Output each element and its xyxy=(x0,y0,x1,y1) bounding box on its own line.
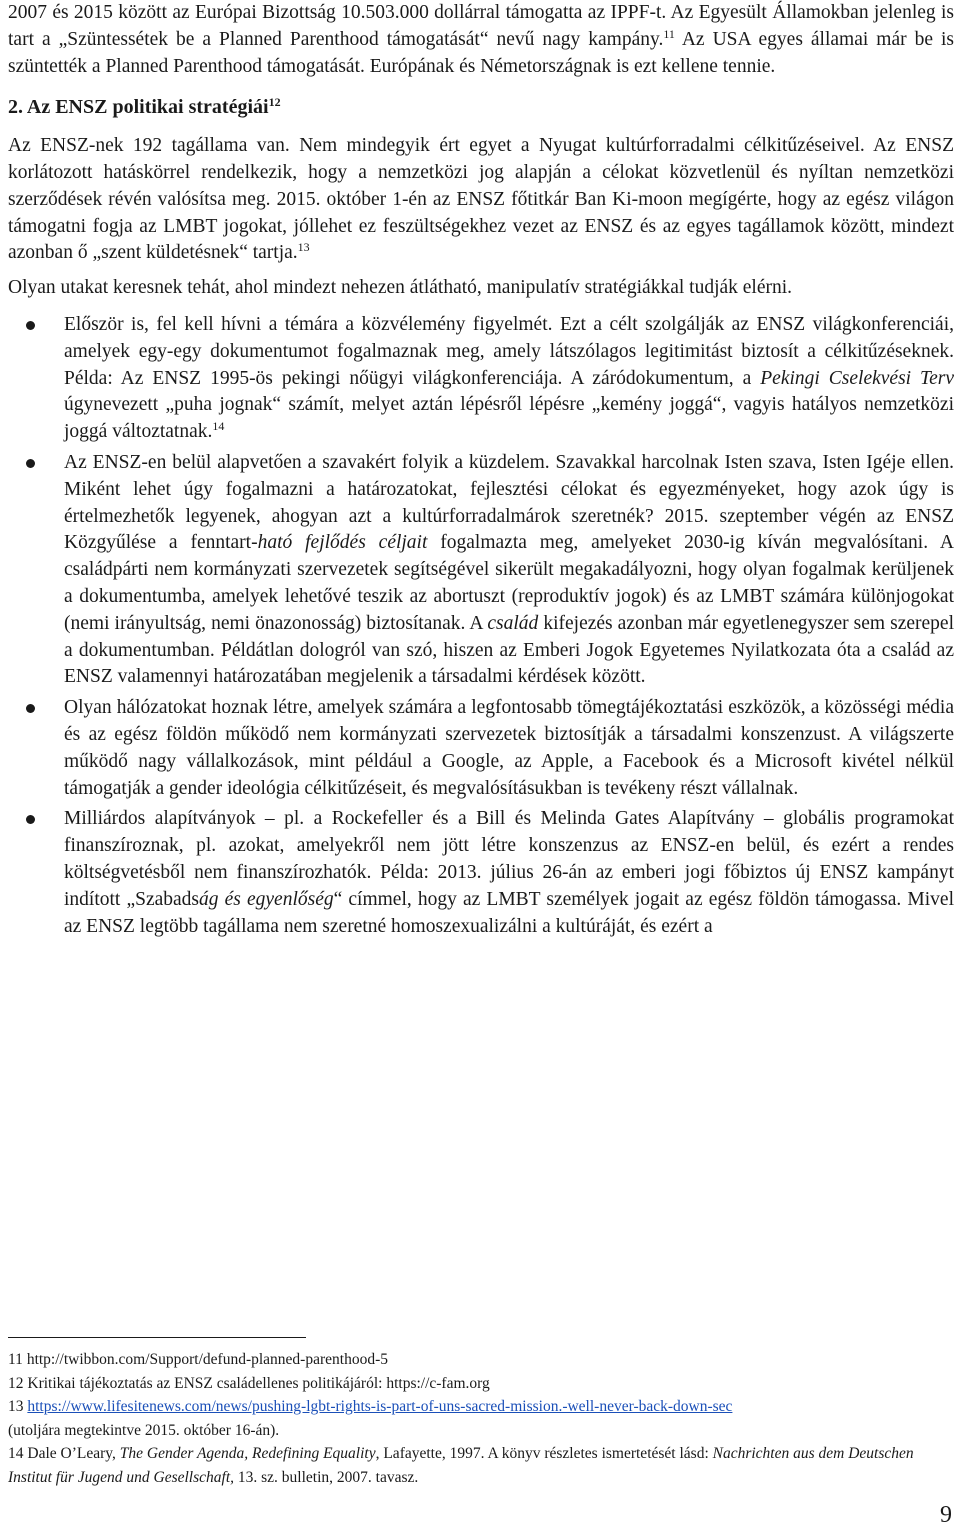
list-item xyxy=(8,695,954,802)
list-item-text: fogalmazta meg, amelyeket 2030-ig kíván megvalósítani. A családpárti nem kormányzati szervezetek segítségével sikerült megakadályozni, hogy olyan fogalmak kerüljenek a dokumentumba, amelyek lehetővé teszik az abortuszt (reproduktív jogok) és az LMBT számára különjogokat (nemi irányultság, nemi önazonosság) biztosítanak. A xyxy=(64,532,954,634)
footnote-number: 14 xyxy=(8,1445,24,1462)
document-page xyxy=(8,0,954,944)
list-item-text: Milliárdos alapítványok – pl. a Rockefeller és a Bill és Melinda Gates Alapítvány – globális programokat finanszíroznak, pl. azokat, amelyekről nem jött létre konszenzus az ENSZ-en belül, és ezért a rendes költségvetésből nem finanszírozhatók. Példa: 2013. július 26-án az emberi jogi főbiztos új ENSZ kampányt indított „Szabads xyxy=(64,808,954,910)
footnote-book-title: The Gender Agenda, Redefining Equality xyxy=(119,1445,376,1462)
list-item-text: Olyan hálózatokat hoznak létre, amelyek számára a legfontosabb tömegtájékoztatási eszközök, a közösségi média és az egész földön működő nem kormányzati szervezetek biztosítják a társadalmi konszenzust. A világszerte működő nagy vállalkozások, mint például a Google, az Apple, a Facebook és a Microsoft kivétel nélkül támogatják a gender ideológia célkitűzéseit, és megvalósításukban is tevékeny részt vállalnak. xyxy=(64,697,954,799)
footnote-number: 13 xyxy=(8,1398,24,1415)
intro-paragraph xyxy=(8,0,954,80)
list-item xyxy=(8,312,954,446)
section-heading xyxy=(8,94,954,121)
page-number: 9 xyxy=(940,1502,952,1528)
footnote-text: (utoljára megtekintve 2015. október 16-án). xyxy=(8,1421,280,1439)
footnote-ref-13[interactable]: 13 xyxy=(297,240,310,255)
footnote-13 xyxy=(8,1395,954,1442)
footnote-separator xyxy=(8,1337,306,1338)
bullet-icon xyxy=(26,815,35,824)
footnote-text: 13. sz. bulletin, 2007. tavasz. xyxy=(234,1468,419,1486)
footnote-ref-11[interactable]: 11 xyxy=(663,26,675,41)
list-item-text: Először is, fel kell hívni a témára a közvélemény figyelmét. Ezt a célt szolgálják az ENSZ világkonferenciái, amelyek egy-egy dokumentumot fogalmaznak meg, amely látszólagos legitimitást biztosít a célkitűzéseknek. Példa: Az ENSZ 1995-ös pekingi nőügyi világkonferenciája. A záródokumentum, a xyxy=(64,313,954,389)
list-item xyxy=(8,806,954,940)
list-item-text: Az ENSZ-en belül alapvetően a szavakért folyik a küzdelem. Szavakkal harcolnak Isten szava, Isten Igéje ellen. Miként lehet úgy fogalmazni a határozatokat, fejlesztési célokat és egyezményeket, hogy azok úgy is értelmezhetők legyenek, ahogyan azt a kultúrforradalmárok szeretnék? 2015. szeptember végén az ENSZ Közgyűlése a fenntart- xyxy=(64,451,954,554)
footnote-number: 12 xyxy=(8,1374,24,1392)
section-paragraph-1 xyxy=(8,133,954,267)
footnote-link[interactable]: https://www.lifesitenews.com/news/pushing-lgbt-rights-is-part-of-uns-sacred-mission.-well-never-back-down-sec xyxy=(27,1398,733,1415)
footnote-12 xyxy=(8,1372,954,1396)
section-paragraph-2: Olyan utakat keresnek tehát, ahol mindezt nehezen átlátható, manipulatív stratégiákkal tudják elérni. xyxy=(8,277,793,299)
footnote-11 xyxy=(8,1348,954,1372)
footnote-text: http://twibbon.com/Support/defund-planned-parenthood-5 xyxy=(26,1351,388,1368)
footnotes xyxy=(8,1348,954,1489)
footnote-number: 11 xyxy=(8,1351,23,1368)
bullet-icon xyxy=(26,704,35,713)
section-title: 2. Az ENSZ politikai stratégiái xyxy=(8,96,269,119)
intro-text: 2007 és 2015 között az Európai Bizottság 10.503.000 dollárral támogatta az IPPF-t. Az Egyesült Államokban jelenleg is tart a „Szüntessétek be a Planned Parenthood támogatását“ nevű nagy kampány. xyxy=(8,2,954,50)
footnote-14 xyxy=(8,1442,954,1489)
footnote-text: , Lafayette, 1997. A könyv részletes ismertetését lásd: xyxy=(375,1445,713,1462)
list-item-text: “ címmel, hogy az LMBT személyek jogait az egész földön támogassa. Mivel az ENSZ legtöbb tagállama nem szeretné homoszexualizálni a kultúráját, és ezért a xyxy=(64,888,954,937)
list-item-text: úgynevezett „puha jognak“ számít, melyet aztán lépésről lépésre „kemény joggá“, vagyis hatályos nemzetközi joggá változtatnak. xyxy=(64,394,954,443)
intro-tail: Az USA egyes államai már be is szüntették a Planned Parenthood támogatását. Európának és Németországnak is ezt kellene tennie. xyxy=(8,28,954,77)
list-item-emphasis: család xyxy=(487,612,539,634)
footnote-journal-title: Nachrichten aus dem Deutschen Institut für Jugend und Gesellschaft, xyxy=(8,1445,914,1486)
footnote-ref-12[interactable]: 12 xyxy=(268,95,281,110)
list-item xyxy=(8,450,954,691)
footnote-text: Kritikai tájékoztatás az ENSZ családellenes politikájáról: https://c-fam.org xyxy=(27,1374,490,1392)
list-item-emphasis: ág és egyenlőség xyxy=(199,888,334,910)
section-p1-text: Az ENSZ-nek 192 tagállama van. Nem mindegyik ért egyet a Nyugat kultúrforradalmi célkitűzéseivel. Az ENSZ korlátozott hatáskörrel rendelkezik, hogy a nemzetközi jog alapján a célokat közvetlenül és nyíltan nemzetközi szerződések révén valósítsa meg. 2015. október 1-én az ENSZ főtitkár Ban Ki-moon megígérte, hogy az egész világon támogatni fogja az LMBT jogokat, jóllehet ez feszültségekhez vezet az ENSZ és az egyes tagállamok között, mindezt azonban ő „szent küldetésnek“ tartja. xyxy=(8,135,954,264)
list-item-emphasis: Pekingi Cselekvési Terv xyxy=(760,367,954,389)
list-item-emphasis: ható fejlődés céljait xyxy=(257,532,428,554)
strategy-list xyxy=(8,312,954,940)
bullet-icon xyxy=(26,459,35,468)
bullet-icon xyxy=(26,321,35,330)
footnote-ref-14[interactable]: 14 xyxy=(212,419,225,434)
list-item-text: kifejezés azonban már egyetlenegyszer sem szerepel a dokumentumban. Példátlan dologról van szó, hiszen az Emberi Jogok Egyetemes Nyilatkozata óta a család az ENSZ valamennyi határozatában megjelenik a társadalmi kérdések között. xyxy=(64,612,954,688)
footnote-text: Dale O’Leary, xyxy=(27,1445,120,1462)
